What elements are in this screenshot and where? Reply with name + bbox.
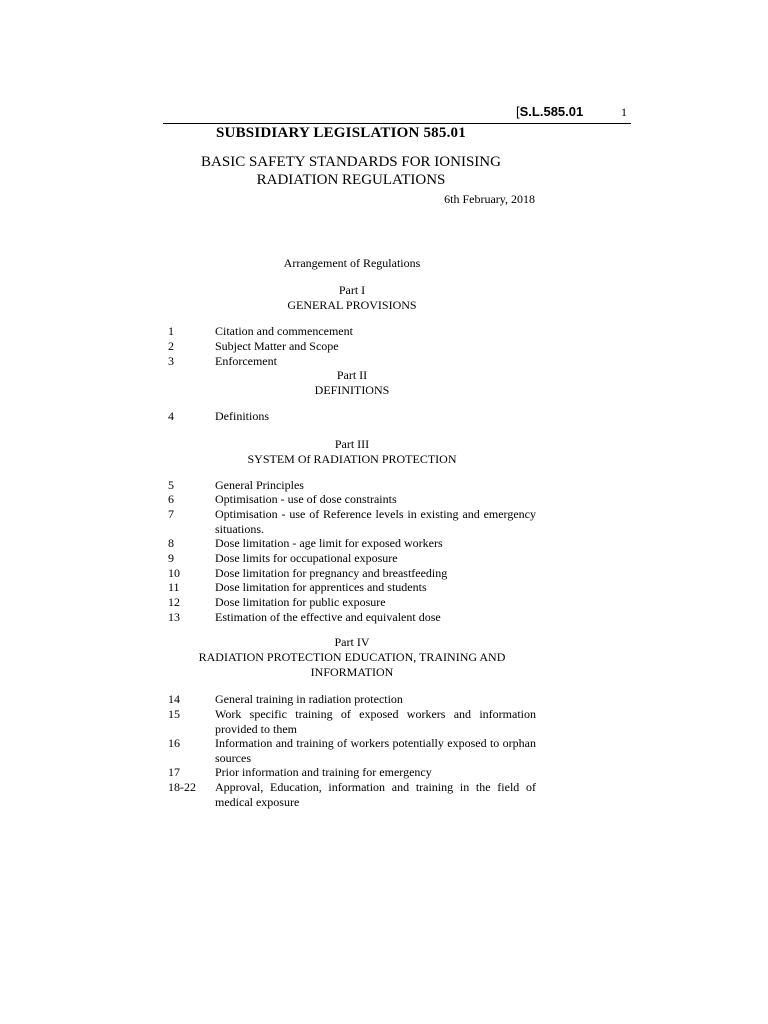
document-date: 6th February, 2018 [444,192,535,206]
toc-number: 17 [168,765,180,779]
toc-text: Dose limitation for apprentices and students [215,580,427,594]
toc-number: 13 [168,610,180,624]
toc-text: Approval, Education, information and training in the field of medical exposure [215,780,536,809]
subtitle-line-1: BASIC SAFETY STANDARDS FOR IONISING [201,154,501,170]
header-reference [516,104,583,119]
header-bracket: [ [516,104,520,119]
part-3-heading: SYSTEM Of RADIATION PROTECTION [247,452,457,466]
toc-text: Enforcement [215,354,277,368]
toc-number: 7 [168,507,174,521]
toc-text: Dose limits for occupational exposure [215,551,398,565]
toc-number: 2 [168,339,174,353]
toc-text: Optimisation - use of dose constraints [215,492,397,506]
toc-text: Definitions [215,409,269,423]
toc-number: 1 [168,324,174,338]
toc-text: Information and training of workers potentially exposed to orphan sources [215,736,536,765]
toc-number: 11 [168,580,180,594]
toc-text: General Principles [215,478,304,492]
toc-text: Prior information and training for emergency [215,765,432,779]
part-2-label: Part II [336,368,368,382]
toc-text: Optimisation - use of Reference levels in existing and emergency situations. [215,507,536,536]
toc-text: Dose limitation for public exposure [215,595,386,609]
header-reference-code: S.L.585.01 [519,104,584,119]
part-2-heading: DEFINITIONS [314,383,390,397]
page-number: 1 [621,105,627,119]
toc-text: Dose limitation for pregnancy and breastfeeding [215,566,448,580]
toc-text: General training in radiation protection [215,692,403,706]
toc-number: 9 [168,551,174,565]
part-4-heading-line-2: INFORMATION [310,665,394,679]
toc-number: 8 [168,536,174,550]
toc-text: Work specific training of exposed workers and information provided to them [215,707,536,736]
toc-text: Subject Matter and Scope [215,339,339,353]
toc-number: 5 [168,478,174,492]
part-4-heading-line-1: RADIATION PROTECTION EDUCATION, TRAINING AND [198,650,506,664]
arrangement-heading: Arrangement of Regulations [283,256,421,270]
document-title: SUBSIDIARY LEGISLATION 585.01 [216,125,466,141]
part-1-heading: GENERAL PROVISIONS [287,298,417,312]
toc-number: 14 [168,692,180,706]
part-1-label: Part I [338,283,366,297]
part-4-label: Part IV [334,635,370,649]
toc-number: 16 [168,736,180,750]
header-rule [163,123,631,124]
toc-number: 18-22 [168,780,196,794]
toc-number: 12 [168,595,180,609]
toc-number: 6 [168,492,174,506]
toc-number: 3 [168,354,174,368]
toc-text: Dose limitation - age limit for exposed workers [215,536,443,550]
document-subtitle [170,153,532,189]
toc-text: Citation and commencement [215,324,353,338]
toc-number: 4 [168,409,174,423]
part-3-label: Part III [334,437,370,451]
toc-number: 15 [168,707,180,721]
toc-number: 10 [168,566,180,580]
toc-text: Estimation of the effective and equivalent dose [215,610,441,624]
subtitle-line-2: RADIATION REGULATIONS [256,172,446,188]
